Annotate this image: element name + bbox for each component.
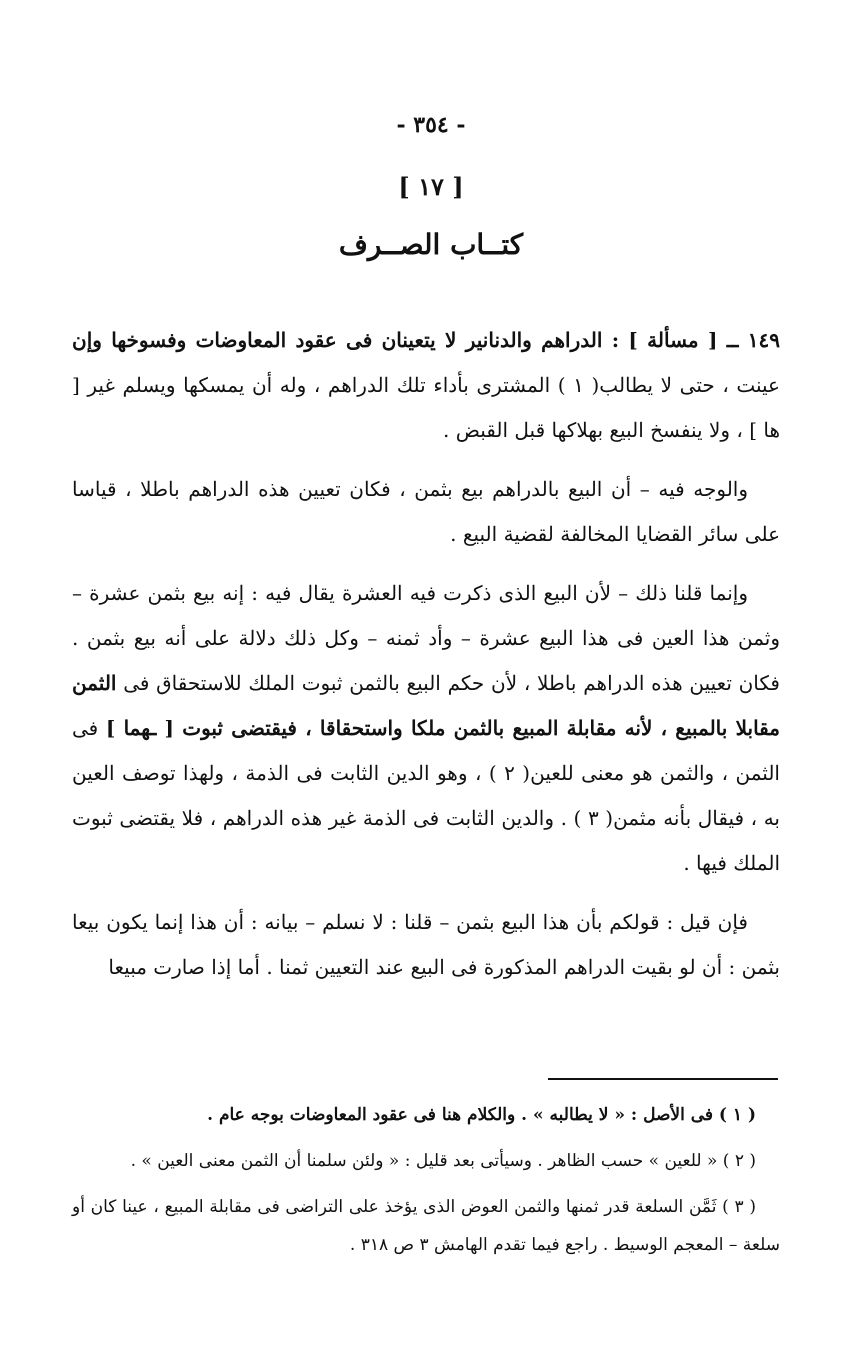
footnotes [72, 1096, 780, 1272]
issue-heading: ١٤٩ ــ [ مسألة ] : الدراهم والدنانير لا يتعينان فى عقود المعاوضات وفسوخها وإن [72, 328, 780, 352]
explanation-part-2: فى الثمن ، والثمن هو معنى للعين( ٢ ) ، وهو الدين الثابت فى الذمة ، ولهذا توصف العين به ، فيقال بأنه مثمن( ٣ ) . والدين الثابت فى الذمة غير هذه الدراهم ، فلا يقتضى ثبوت الملك فيها . [72, 716, 781, 875]
paragraph-issue-149 [72, 318, 780, 453]
explanation-bold: الثمن مقابلا بالمبيع ، لأنه مقابلة المبيع بالثمن ملكا واستحقاقا ، فيقتضى ثبوت [ ـهما ] [72, 671, 780, 740]
issue-text: عينت ، حتى لا يطالب( ١ ) المشترى بأداء تلك الدراهم ، وله أن يمسكها ويسلم غير [ ها ] ، ولا ينفسخ البيع بهلاكها قبل القبض . [72, 373, 780, 442]
footnote-divider [548, 1078, 778, 1080]
chapter-number: [ ١٧ ] [398, 172, 464, 201]
chapter-title: كتــاب الصــرف [338, 228, 524, 261]
footnote-2: ( ٢ ) « للعين » حسب الظاهر . وسيأتى بعد قليل : « ولئن سلمنا أن الثمن معنى العين » . [130, 1151, 756, 1171]
paragraph-explanation [72, 571, 780, 886]
main-text [72, 318, 780, 1004]
paragraph-objection: فإن قيل : قولكم بأن هذا البيع بثمن – قلنا : لا نسلم – بيانه : أن هذا إنما يكون بيعا بثمن : أن لو بقيت الدراهم المذكورة فى البيع عند التعيين ثمنا . أما إذا صارت مبيعا [72, 910, 780, 979]
footnote-1: ( ١ ) فى الأصل : « لا يطالبه » . والكلام هنا فى عقود المعاوضات بوجه عام . [207, 1105, 756, 1125]
paragraph-reasoning: والوجه فيه – أن البيع بالدراهم بيع بثمن ، فكان تعيين هذه الدراهم باطلا ، قياسا على سائر القضايا المخالفة لقضية البيع . [72, 477, 780, 546]
page-number: - ٣٥٤ - [396, 112, 466, 138]
explanation-part-1: وإنما قلنا ذلك – لأن البيع الذى ذكرت فيه العشرة يقال فيه : إنه بيع بثمن عشرة – وثمن هذا العين فى هذا البيع عشرة – وأد ثمنه – وكل ذلك دلالة على أنه بيع بثمن . فكان تعيين هذه الدراهم باطلا ، لأن حكم البيع بالثمن ثبوت الملك للاستحقاق فى [72, 581, 780, 695]
footnote-3: ( ٣ ) ثَمَّن السلعة قدر ثمنها والثمن العوض الذى يؤخذ على التراضى فى مقابلة المبيع ، عينا كان أو سلعة – المعجم الوسيط . راجع فيما تقدم الهامش ٣ ص ٣١٨ . [72, 1197, 780, 1255]
